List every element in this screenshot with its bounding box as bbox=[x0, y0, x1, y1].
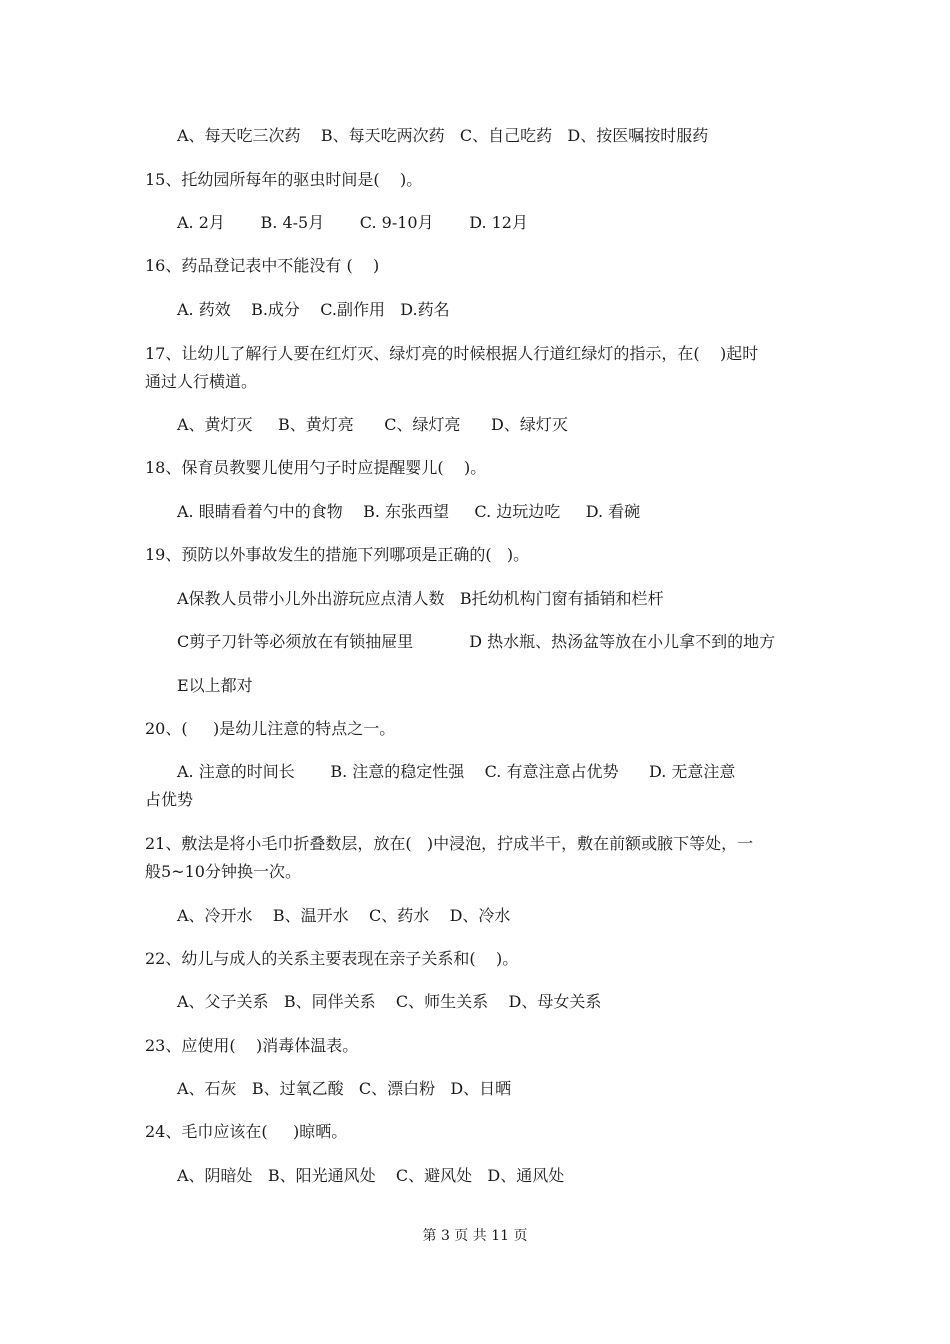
question-17-cont: 通过人行横道。 bbox=[145, 372, 258, 391]
question-20: 20、( )是幼儿注意的特点之一。 bbox=[145, 719, 396, 738]
q15-options: A. 2月 B. 4-5月 C. 9-10月 D. 12月 bbox=[177, 213, 528, 232]
q20-options-cont: 占优势 bbox=[145, 790, 194, 809]
question-21-cont: 般5~10分钟换一次。 bbox=[145, 862, 301, 881]
question-15: 15、托幼园所每年的驱虫时间是( )。 bbox=[145, 170, 423, 189]
question-24: 24、毛巾应该在( )晾晒。 bbox=[145, 1122, 348, 1141]
question-17: 17、让幼儿了解行人要在红灯灭、绿灯亮的时候根据人行道红绿灯的指示，在( )起时 bbox=[145, 344, 759, 363]
q19-options-e: E以上都对 bbox=[177, 676, 253, 695]
q19-options-cd: C剪子刀针等必须放在有锁抽屉里 D 热水瓶、热汤盆等放在小儿拿不到的地方 bbox=[177, 632, 776, 651]
q22-options: A、父子关系 B、同伴关系 C、师生关系 D、母女关系 bbox=[177, 992, 602, 1011]
q21-options: A、冷开水 B、温开水 C、药水 D、冷水 bbox=[177, 906, 511, 925]
q16-options: A. 药效 B.成分 C.副作用 D.药名 bbox=[177, 300, 450, 319]
q19-options-ab: A保教人员带小儿外出游玩应点清人数 B托幼机构门窗有插销和栏杆 bbox=[177, 589, 664, 608]
page-footer: 第 3 页 共 11 页 bbox=[422, 1228, 528, 1244]
q18-options: A. 眼睛看着勺中的食物 B. 东张西望 C. 边玩边吃 D. 看碗 bbox=[177, 502, 641, 521]
question-16: 16、药品登记表中不能没有 ( ) bbox=[145, 256, 380, 275]
q14-options: A、每天吃三次药 B、每天吃两次药 C、自己吃药 D、按医嘱按时服药 bbox=[177, 126, 709, 145]
question-21: 21、敷法是将小毛巾折叠数层，放在( )中浸泡，拧成半干，敷在前额或腋下等处，一 bbox=[145, 834, 754, 853]
q24-options: A、阴暗处 B、阳光通风处 C、避风处 D、通风处 bbox=[177, 1166, 565, 1185]
question-23: 23、应使用( )消毒体温表。 bbox=[145, 1036, 359, 1055]
question-22: 22、幼儿与成人的关系主要表现在亲子关系和( )。 bbox=[145, 949, 519, 968]
question-19: 19、预防以外事故发生的措施下列哪项是正确的( )。 bbox=[145, 545, 530, 564]
q23-options: A、石灰 B、过氧乙酸 C、漂白粉 D、日晒 bbox=[177, 1079, 512, 1098]
question-18: 18、保育员教婴儿使用勺子时应提醒婴儿( )。 bbox=[145, 458, 487, 477]
q20-options: A. 注意的时间长 B. 注意的稳定性强 C. 有意注意占优势 D. 无意注意 bbox=[177, 762, 736, 781]
q17-options: A、黄灯灭 B、黄灯亮 C、绿灯亮 D、绿灯灭 bbox=[177, 415, 568, 434]
